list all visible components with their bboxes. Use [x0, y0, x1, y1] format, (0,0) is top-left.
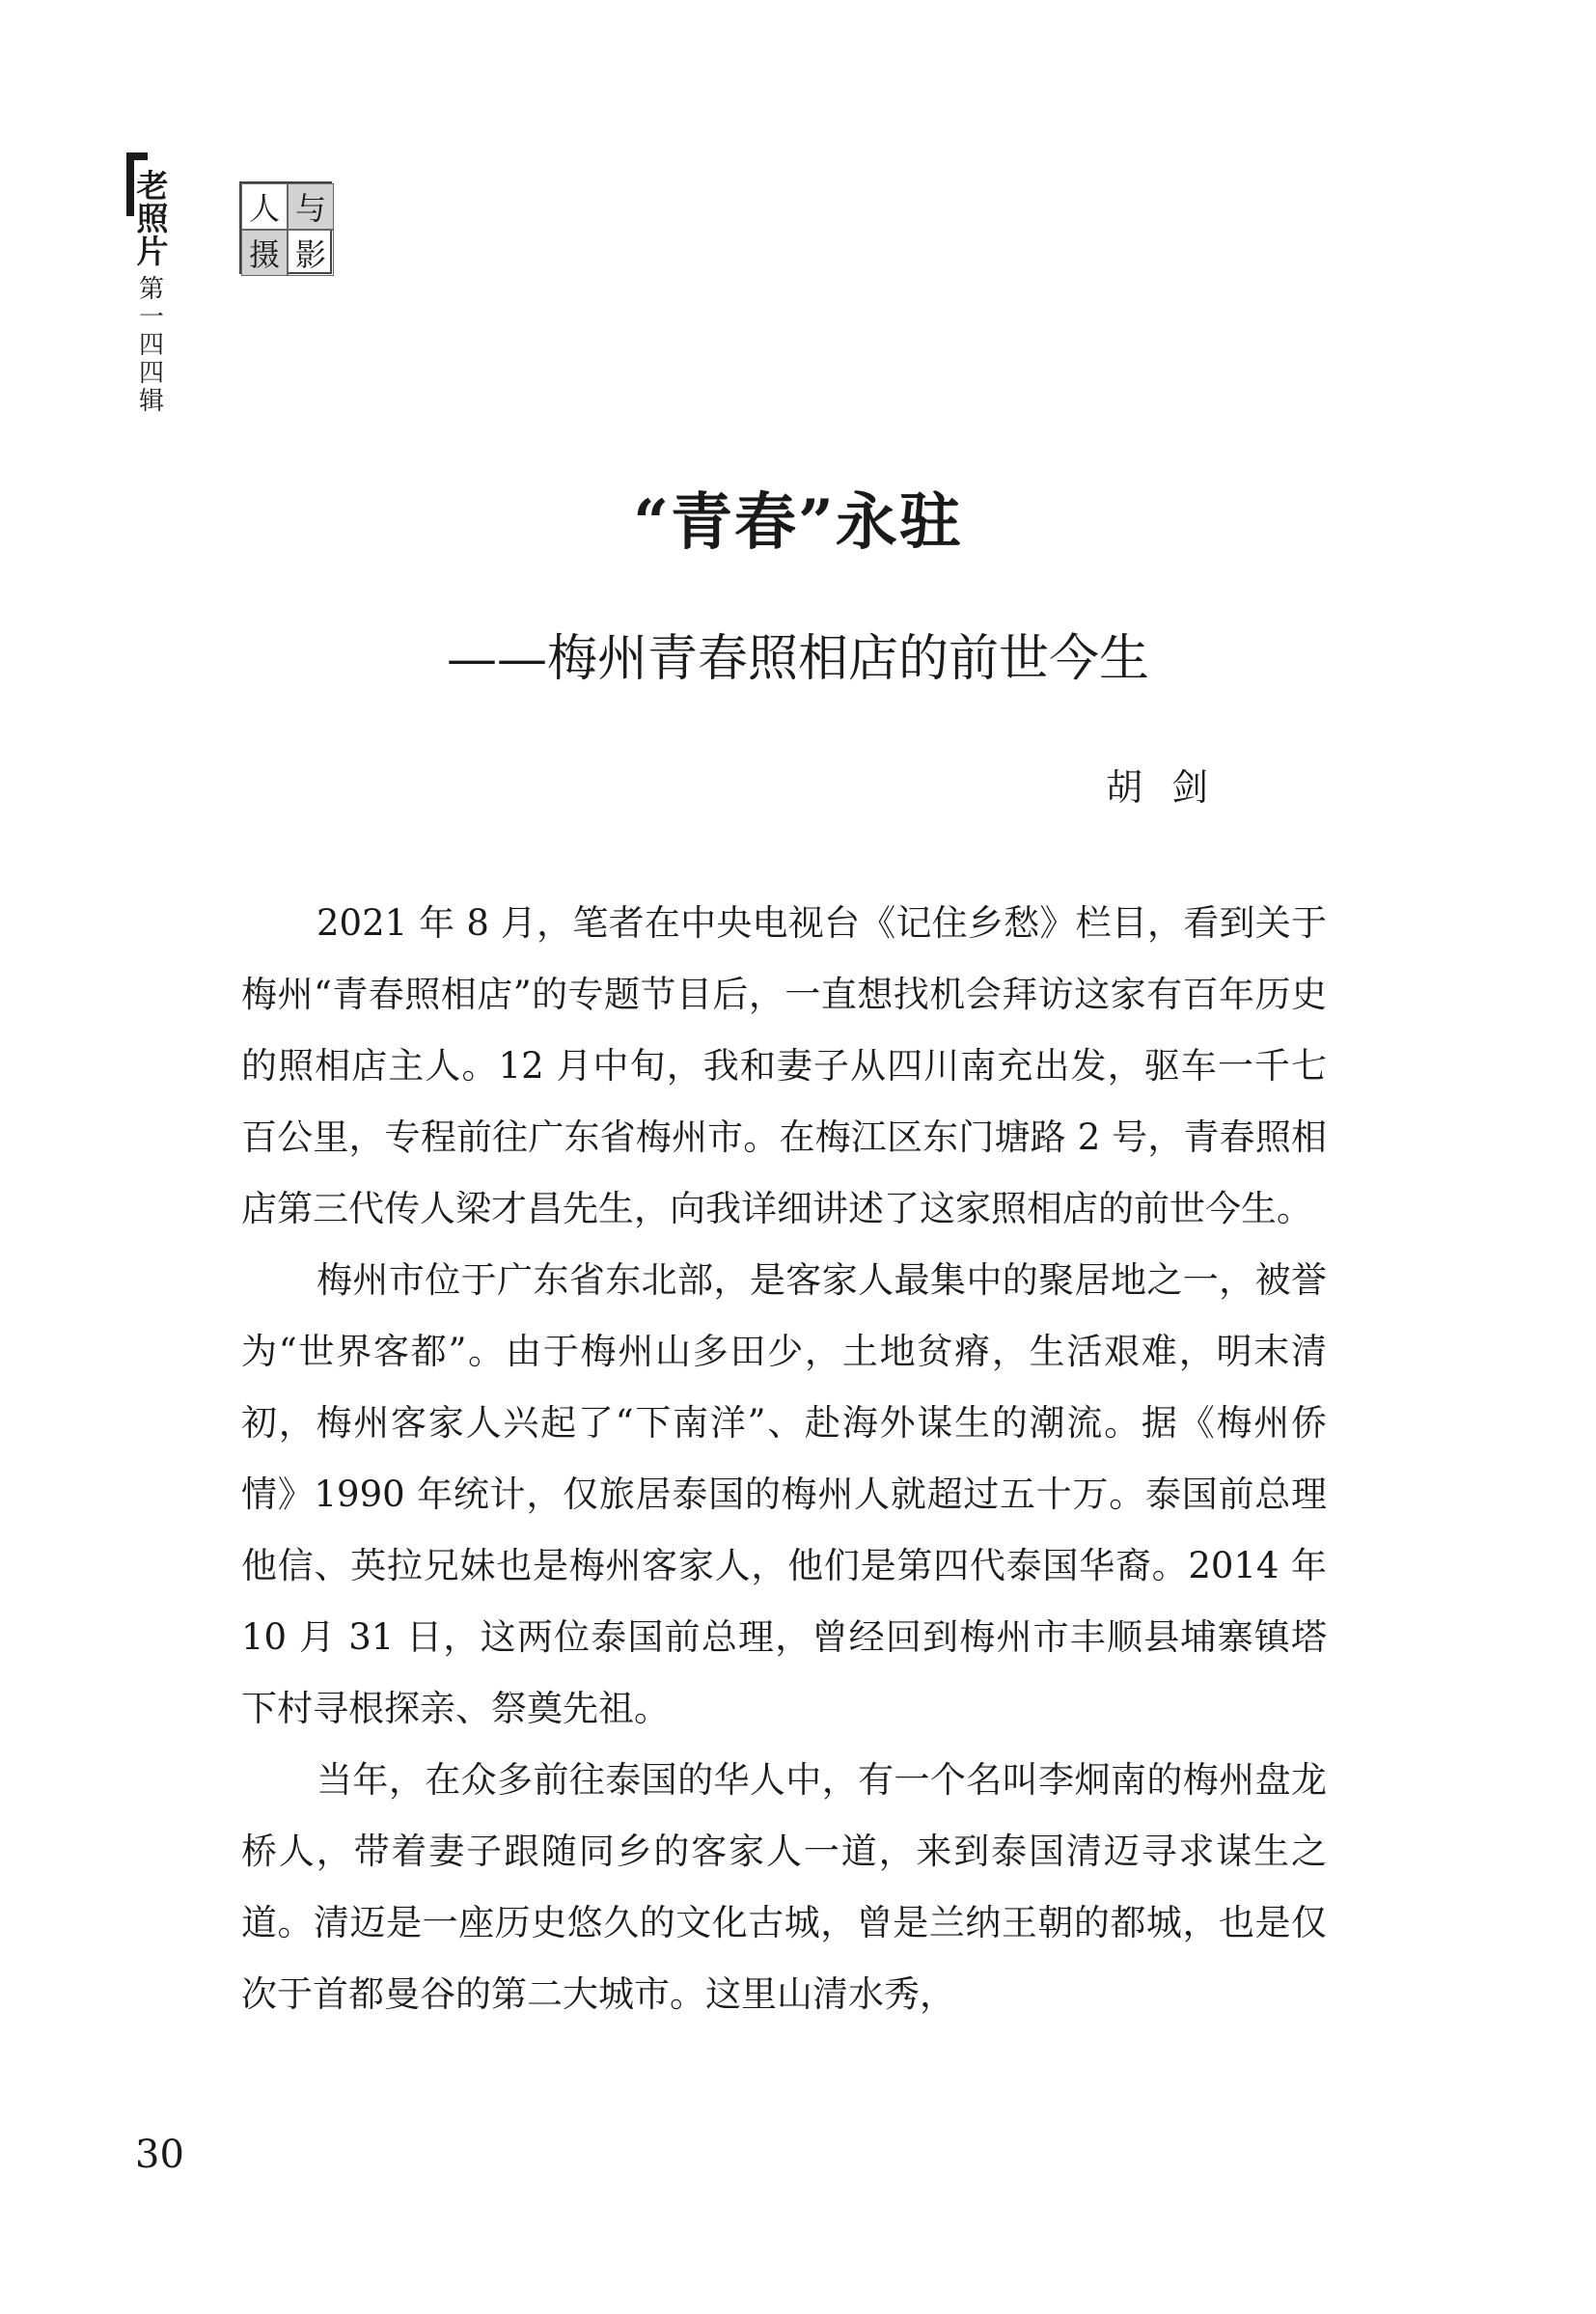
issue-char: 辑: [138, 387, 164, 416]
issue-char: 第: [138, 275, 164, 304]
issue-char: 一: [138, 303, 164, 332]
page-number: 30: [135, 2133, 184, 2177]
body-paragraph: 当年，在众多前往泰国的华人中，有一个名叫李炯南的梅州盘龙桥人，带着妻子跟随同乡的客家人一道，来到泰国清迈寻求谋生之道。清迈是一座历史悠久的文化古城，曾是兰纳王朝的都城，也是仅次于首都曼谷的第二大城市。这里山清水秀，: [241, 1759, 1327, 2015]
column-badge-cell: 与: [288, 183, 334, 230]
body-paragraph: 2021 年 8 月，笔者在中央电视台《记住乡愁》栏目，看到关于梅州“青春照相店”的专题节目后，一直想找机会拜访这家有百年历史的照相店主人。12 月中旬，我和妻子从四川南充出发，驱车一千七百公里，专程前往广东省梅州市。在梅江区东门塘路 2 号，青春照相店第三代传人梁才昌先生，向我详细讲述了这家照相店的前世今生。: [241, 902, 1327, 1229]
article-title: “青春”永驻: [633, 486, 963, 559]
series-char: 片: [136, 233, 169, 270]
article-author: 胡剑: [1105, 766, 1237, 809]
column-badge-cell: 影: [288, 230, 334, 276]
issue-char: 四: [138, 359, 164, 388]
series-name: [133, 167, 172, 270]
issue-char: 四: [138, 331, 164, 360]
article-subtitle: ——梅州青春照相店的前世今生: [446, 630, 1149, 688]
column-badge-cell: 摄: [241, 230, 288, 276]
series-char: 照: [136, 200, 169, 237]
body-paragraph: 梅州市位于广东省东北部，是客家人最集中的聚居地之一，被誉为“世界客都”。由于梅州山多田少，土地贫瘠，生活艰难，明末清初，梅州客家人兴起了“下南洋”、赴海外谋生的潮流。据《梅州侨情》1990 年统计，仅旅居泰国的梅州人就超过五十万。泰国前总理他信、英拉兄妹也是梅州客家人，他们是第四代泰国华裔。2014 年 10 月 31 日，这两位泰国前总理，曾经回到梅州市丰顺县埔寨镇塔下村寻根探亲、祭奠先祖。: [241, 1259, 1327, 1729]
article-body: [241, 888, 1327, 2030]
issue-label: [135, 276, 168, 416]
column-badge-cell: 人: [241, 183, 288, 230]
column-badge: [239, 181, 332, 274]
series-char: 老: [136, 167, 169, 205]
